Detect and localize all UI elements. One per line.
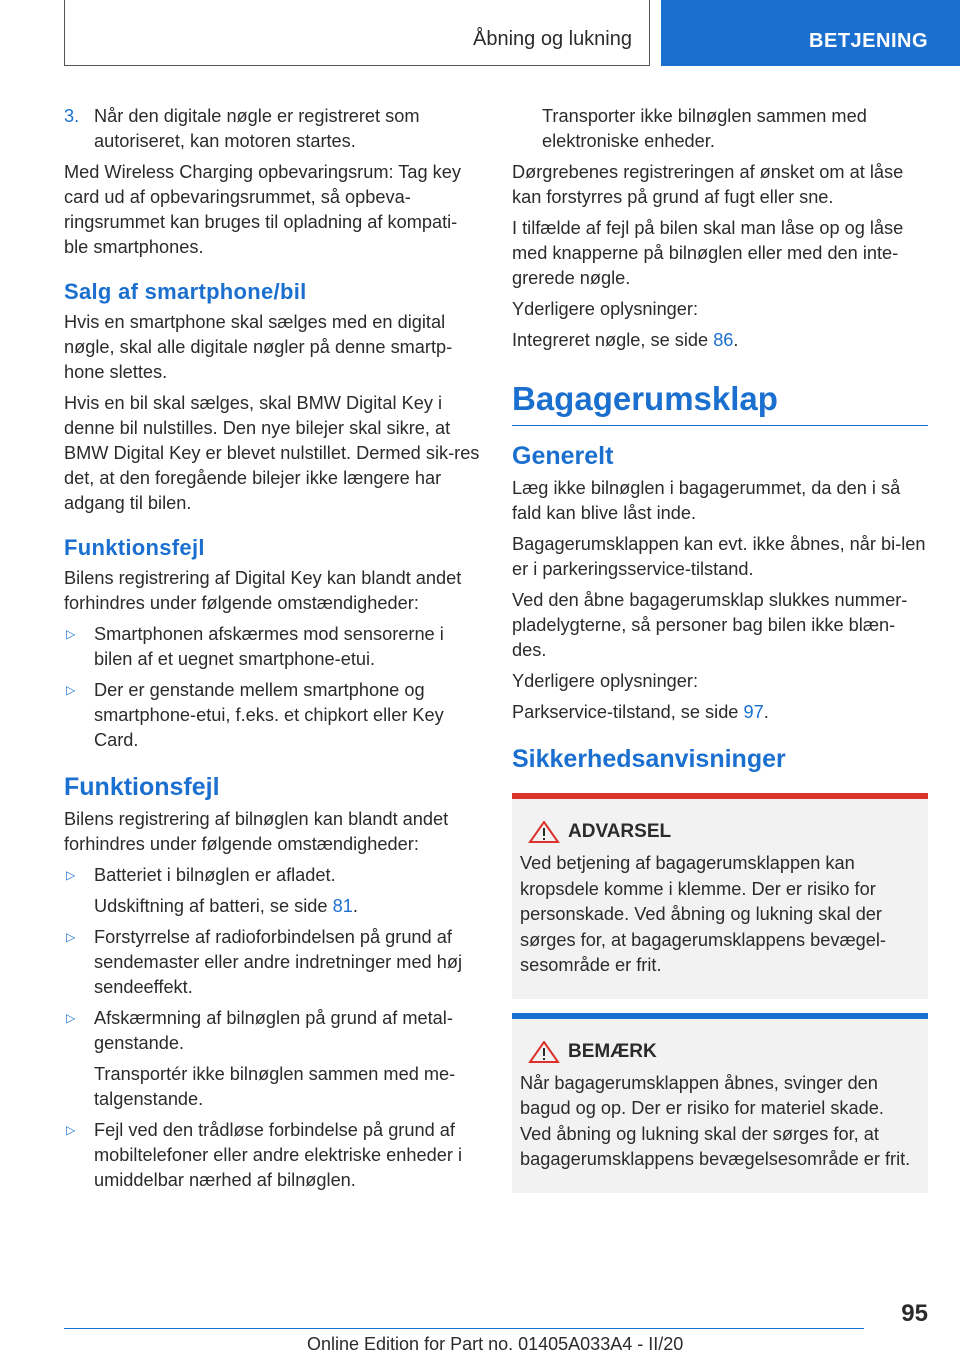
list-text: Fejl ved den trådløse forbindelse på grund af mobiltelefoner eller andre elektriske enheder i umiddelbar nærhed af bilnøglen.	[94, 1120, 462, 1190]
list-subtext: Transporter ikke bilnøglen sammen med elektroniske enheder.	[542, 106, 867, 151]
header-chapter-tab	[661, 0, 960, 66]
paragraph: Med Wireless Charging opbevaringsrum: Tag key card ud af opbevaringsrummet, så opbeva-ringsrummet kan bruges til opladning af kompati-ble smartphones.	[64, 162, 461, 257]
note-title	[520, 1041, 920, 1063]
triangle-bullet-icon: ▷	[66, 1123, 76, 1137]
chapter-heading: Bagagerumsklap	[512, 379, 928, 426]
caution-triangle-icon	[528, 1041, 560, 1063]
heading-sikkerhed: Sikkerhedsanvisninger	[512, 745, 786, 773]
page-link[interactable]: 81	[332, 896, 353, 916]
list-text: Batteriet i bilnøglen er afladet.	[94, 865, 336, 885]
paragraph	[512, 700, 928, 725]
warning-box	[512, 793, 928, 999]
paragraph: Hvis en bil skal sælges, skal BMW Digital Key i denne bil nulstilles. Den nye bilejer skal sikre, at BMW Digital Key er blevet nulstillet. Dermed sik-res det, at den foregående bilejer ikke længere har adgang til bilen.	[64, 393, 480, 513]
warning-title-label: ADVARSEL	[568, 821, 672, 842]
list-item	[64, 1118, 480, 1193]
left-column	[64, 104, 480, 1199]
note-box	[512, 1013, 928, 1193]
triangle-bullet-icon: ▷	[66, 1011, 76, 1025]
list-item	[64, 104, 480, 154]
list-item	[64, 622, 480, 672]
list-text: Der er genstande mellem smartphone og smartphone-etui, f.eks. et chipkort eller Key Card.	[94, 680, 444, 750]
paragraph: Dørgrebenes registreringen af ønsket om at låse kan forstyrres på grund af fugt eller sne.	[512, 162, 904, 207]
list-subtext: Transportér ikke bilnøglen sammen med me-talgenstande.	[94, 1064, 456, 1109]
warning-triangle-icon	[528, 821, 560, 843]
header-chapter-label: BETJENING	[809, 30, 928, 52]
right-column	[512, 104, 928, 1193]
note-text: Når bagagerumsklappen åbnes, svinger den bagud og op. Der er risiko for materiel skade. Ved åbning og lukning skal der sørges for, at bagagerumsklappens bevægelsesområde er frit.	[520, 1072, 911, 1169]
paragraph: Bilens registrering af bilnøglen kan blandt andet forhindres under følgende omstændigheder:	[64, 809, 449, 854]
page-link[interactable]: 86	[713, 330, 734, 350]
warning-title	[520, 821, 920, 843]
page-number: 95	[901, 1300, 928, 1327]
ref-end: .	[352, 896, 358, 916]
list-number: 3.	[64, 106, 80, 126]
ref-end: .	[763, 702, 769, 722]
list-item	[64, 863, 480, 888]
ref-end: .	[733, 330, 739, 350]
footer-edition: Online Edition for Part no. 01405A033A4 - II/20	[307, 1334, 684, 1354]
heading-salg: Salg af smartphone/bil	[64, 279, 307, 304]
triangle-bullet-icon: ▷	[66, 930, 76, 944]
paragraph: Ved den åbne bagagerumsklap slukkes nummer-pladelygterne, så personer bag bilen ikke blæn-des.	[512, 590, 908, 660]
ref-text: Parkservice-tilstand, se side	[512, 702, 744, 722]
paragraph: Bilens registrering af Digital Key kan blandt andet forhindres under følgende omstændigheder:	[64, 568, 462, 613]
page-link[interactable]: 97	[743, 702, 764, 722]
list-item	[64, 925, 480, 1000]
triangle-bullet-icon: ▷	[66, 868, 76, 882]
paragraph: I tilfælde af fejl på bilen skal man låse op og låse med knapperne på bilnøglen eller med den inte-grerede nøgle.	[512, 218, 904, 288]
paragraph: Læg ikke bilnøglen i bagagerummet, da den i så fald kan blive låst inde.	[512, 478, 901, 523]
list-item	[64, 678, 480, 753]
paragraph	[512, 328, 928, 353]
ref-text: Integreret nøgle, se side	[512, 330, 714, 350]
triangle-bullet-icon: ▷	[66, 627, 76, 641]
heading-funktionsfejl-2: Funktionsfejl	[64, 773, 220, 801]
warning-text: Ved betjening af bagagerumsklappen kan kropsdele komme i klemme. Der er risiko for personskade. Ved åbning og lukning skal der sørges for, at bagagerumsklappens bevægel-sesområde er frit.	[520, 853, 886, 975]
paragraph: Bagagerumsklappen kan evt. ikke åbnes, når bi-len er i parkeringsservice-tilstand.	[512, 534, 926, 579]
list-text: Når den digitale nøgle er registreret som autoriseret, kan motoren startes.	[94, 106, 420, 151]
footer-divider	[64, 1328, 864, 1329]
list-text: Smartphonen afskærmes mod sensorerne i bilen af et uegnet smartphone-etui.	[94, 624, 444, 669]
list-text: Forstyrrelse af radioforbindelsen på grund af sendemaster eller andre indretninger med høj sendeeffekt.	[94, 927, 462, 997]
triangle-bullet-icon: ▷	[66, 683, 76, 697]
list-subtext	[64, 894, 480, 919]
list-item	[64, 1006, 480, 1056]
note-title-label: BEMÆRK	[568, 1040, 657, 1062]
list-text: Afskærmning af bilnøglen på grund af metal-genstande.	[94, 1008, 453, 1053]
paragraph: Yderligere oplysninger:	[512, 671, 699, 691]
ref-text: Udskiftning af batteri, se side	[94, 896, 333, 916]
paragraph: Hvis en smartphone skal sælges med en digital nøgle, skal alle digitale nøgler på denne smartp-hone slettes.	[64, 312, 453, 382]
paragraph: Yderligere oplysninger:	[512, 299, 699, 319]
header-section-title: Åbning og lukning	[472, 28, 632, 50]
heading-funktionsfejl-1: Funktionsfejl	[64, 535, 205, 560]
heading-generelt: Generelt	[512, 442, 614, 470]
